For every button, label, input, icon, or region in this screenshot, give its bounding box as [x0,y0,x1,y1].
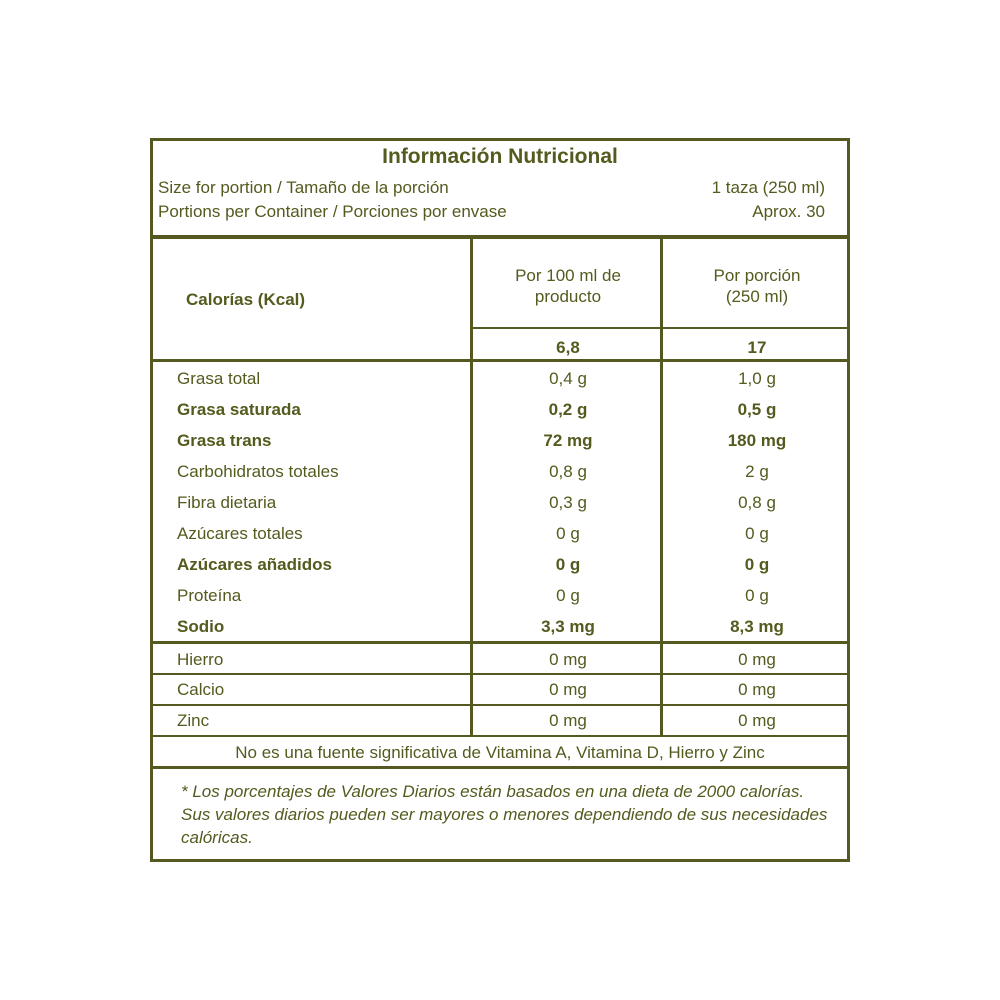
mineral-name: Zinc [177,711,210,730]
mineral-per-portion: 0 mg [738,650,776,669]
nutrients-divider [153,641,847,644]
label-title: Información Nutricional [382,145,618,168]
nutrient-per100: 0,4 g [549,369,587,388]
calories-label: Calorías (Kcal) [186,290,306,309]
nutrient-per100: 0,2 g [548,400,588,419]
nutrient-name: Proteína [177,586,242,605]
nutrient-per-portion: 0 g [745,586,769,605]
nutrient-per100: 0 g [556,524,580,543]
calories-per-100ml: 6,8 [556,338,580,357]
vitamin-note: No es una fuente significativa de Vitamina A, Vitamina D, Hierro y Zinc [235,743,765,762]
nutrient-name: Fibra dietaria [177,493,277,512]
header-divider [153,235,847,239]
col1-header-line1: Por 100 ml de [515,266,621,285]
nutrient-name: Grasa trans [177,431,272,450]
mineral-row-divider-3 [153,735,847,737]
daily-values-footnote: * Los porcentajes de Valores Diarios están basados en una dieta de 2000 calorías. Sus valores diarios pueden ser mayores o menores dependiendo de sus necesidades calóricas. [181,782,828,847]
serving-size-label: Size for portion / Tamaño de la porción [158,178,449,197]
serving-size-value: 1 taza (250 ml) [711,178,825,197]
calories-divider [153,359,847,362]
nutrient-per-portion: 0 g [745,524,769,543]
nutrient-name: Sodio [177,617,225,636]
mineral-per-portion: 0 mg [738,680,776,699]
calories-sub-divider [470,327,847,329]
nutrient-name: Grasa total [177,369,261,388]
nutrient-per-portion: 180 mg [727,431,787,450]
nutrient-per100: 0,8 g [549,462,587,481]
mineral-per100: 0 mg [549,711,587,730]
col2-header-line1: Por porción [713,266,801,285]
nutrient-per100: 0,3 g [549,493,587,512]
mineral-row-divider-2 [153,704,847,706]
mineral-name: Hierro [177,650,224,669]
portions-value: Aprox. 30 [752,202,825,221]
nutrient-per-portion: 8,3 mg [730,617,784,636]
nutrient-per100: 72 mg [543,431,593,450]
nutrient-name: Azúcares totales [177,524,303,543]
nutrient-per-portion: 1,0 g [738,369,776,388]
nutrition-facts-label [150,138,850,862]
nutrient-name: Azúcares añadidos [177,555,332,574]
mineral-per100: 0 mg [549,680,587,699]
nutrient-per-portion: 0,8 g [738,493,776,512]
nutrient-per100: 0 g [556,586,580,605]
nutrient-per100: 3,3 mg [541,617,595,636]
nutrient-per100: 0 g [555,555,581,574]
nutrient-per-portion: 0 g [744,555,770,574]
nutrient-name: Carbohidratos totales [177,462,339,481]
portions-label: Portions per Container / Porciones por envase [158,202,507,221]
col2-header-line2: (250 ml) [725,287,789,306]
mineral-per-portion: 0 mg [738,711,776,730]
mineral-per100: 0 mg [549,650,587,669]
note-divider [153,766,847,769]
calories-per-portion: 17 [747,338,767,357]
nutrient-name: Grasa saturada [177,400,301,419]
mineral-name: Calcio [177,680,225,699]
nutrient-per-portion: 0,5 g [737,400,777,419]
col1-header-line2: producto [534,287,602,306]
nutrient-per-portion: 2 g [745,462,769,481]
mineral-row-divider-1 [153,673,847,675]
